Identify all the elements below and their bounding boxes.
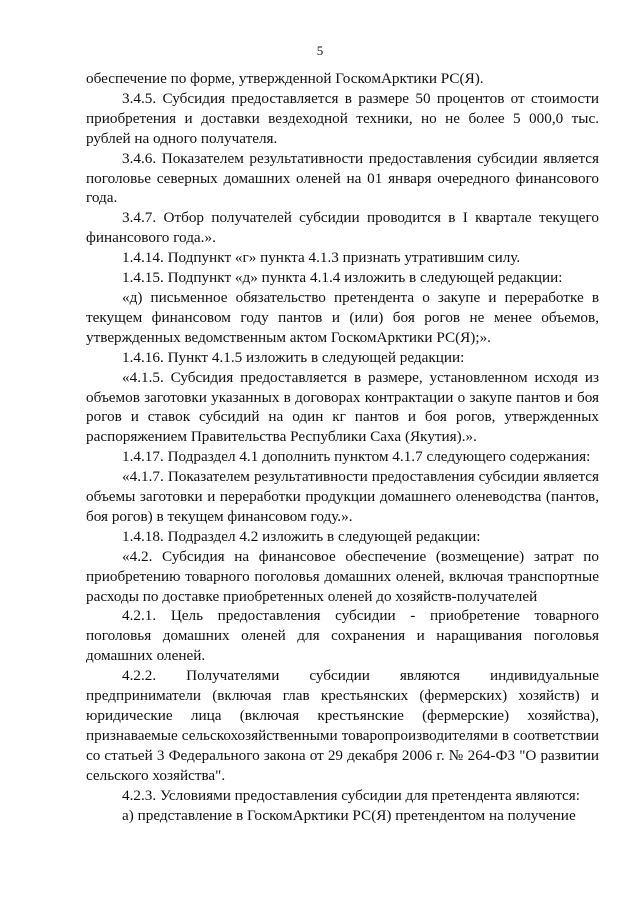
paragraph: 3.4.7. Отбор получателей субсидии проводится в I квартале текущего финансового года.». xyxy=(86,209,599,247)
paragraph: «4.1.7. Показателем результативности предоставления субсидии является объемы заготовки и переработки продукции домашнего оленеводства (пантов, боя рогов) в текущем финансовом году.». xyxy=(86,468,599,525)
paragraph: 4.2.3. Условиями предоставления субсидии для претендента являются: xyxy=(122,786,580,804)
paragraph: 3.4.5. Субсидия предоставляется в размере 50 процентов от стоимости приобретения и доставки вездеходной техники, но не более 5 000,0 тыс. рублей на одного получателя. xyxy=(86,89,599,147)
paragraph: «4.1.5. Субсидия предоставляется в размере, установленном исходя из объемов заготовки указанных в договорах контрактации о закупе пантов и боя рогов и ставок субсидий на один кг пантов и боя рогов, утвержденных распоряжением Правительства Республики Саха (Якутия).». xyxy=(86,368,599,446)
page-number: 5 xyxy=(316,43,324,58)
paragraph: 1.4.15. Подпункт «д» пункта 4.1.4 изложить в следующей редакции: xyxy=(122,269,563,287)
paragraph: 1.4.14. Подпункт «г» пункта 4.1.3 признать утратившим силу. xyxy=(122,249,521,267)
paragraph: «д) письменное обязательство претендента о закупе и переработке в текущем финансовом году пантов и (или) боя рогов не менее объемов, утвержденных ведомственным актом ГоскомАрктики РС(Я);». xyxy=(86,288,599,346)
paragraph: 1.4.18. Подраздел 4.2 изложить в следующей редакции: xyxy=(122,527,481,545)
paragraph: 3.4.6. Показателем результативности предоставления субсидии является поголовье северных домашних оленей на 01 января очередного финансового года. xyxy=(86,149,599,207)
paragraph: 1.4.16. Пункт 4.1.5 изложить в следующей редакции: xyxy=(122,348,465,366)
paragraph: 1.4.17. Подраздел 4.1 дополнить пунктом 4.1.7 следующего содержания: xyxy=(122,448,591,466)
paragraph: обеспечение по форме, утвержденной ГоскомАрктики РС(Я). xyxy=(86,70,484,87)
document-body xyxy=(86,69,599,825)
paragraph: 4.2.1. Цель предоставления субсидии - приобретение товарного поголовья домашних оленей для сохранения и наращивания поголовья домашних оленей. xyxy=(86,607,599,665)
paragraph: а) представление в ГоскомАрктики РС(Я) претендентом на получение xyxy=(122,806,576,824)
paragraph: 4.2.2. Получателями субсидии являются индивидуальные предприниматели (включая глав крестьянских (фермерских) хозяйств) и юридические лица (включая крестьянские (фермерские) хозяйства), признаваемые сельскохозяйственными товаропроизводителями в соответствии со статьей 3 Федерального закона от 29 декабря 2006 г. № 264-ФЗ "О развитии сельского хозяйства". xyxy=(86,667,599,784)
paragraph: «4.2. Субсидия на финансовое обеспечение (возмещение) затрат по приобретению товарного поголовья домашних оленей, включая транспортные расходы по доставке приобретенных оленей до хозяйств-получателей xyxy=(86,547,599,605)
